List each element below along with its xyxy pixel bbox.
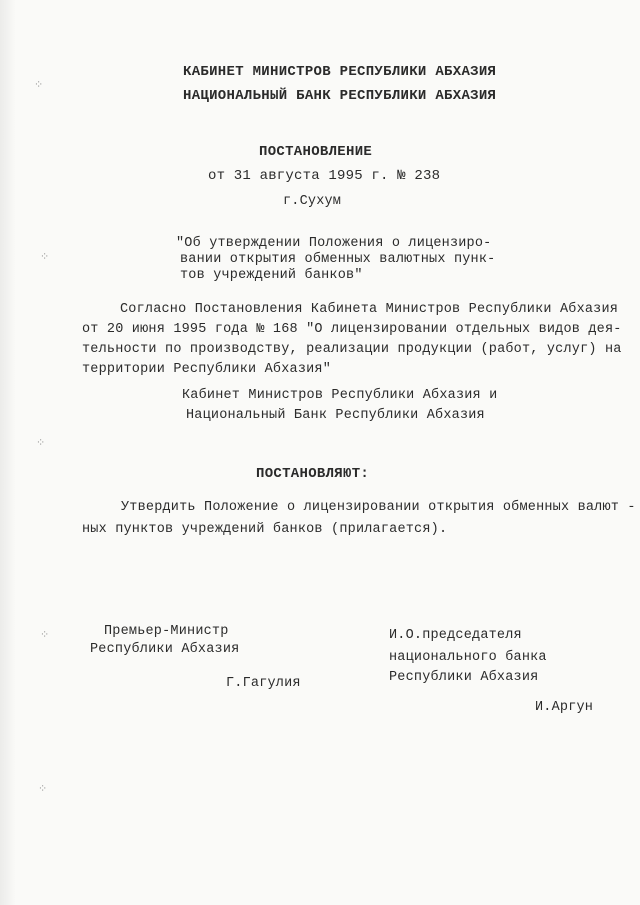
- signature-right-name: И.Аргун: [535, 700, 594, 715]
- page-edge-shadow: [0, 0, 16, 905]
- document-type: ПОСТАНОВЛЕНИЕ: [259, 144, 373, 160]
- header-bank: НАЦИОНАЛЬНЫЙ БАНК РЕСПУБЛИКИ АБХАЗИЯ: [183, 88, 497, 104]
- punch-mark-icon: ⁘: [36, 438, 46, 450]
- preamble-line: Кабинет Министров Республики Абхазия и: [182, 388, 498, 403]
- header-cabinet: КАБИНЕТ МИНИСТРОВ РЕСПУБЛИКИ АБХАЗИЯ: [183, 64, 497, 80]
- punch-mark-icon: ⁘: [40, 630, 50, 642]
- punch-mark-icon: ⁘: [38, 784, 48, 796]
- preamble-line: тельности по производству, реализации продукции (работ, услуг) на: [82, 342, 622, 357]
- preamble-line: Национальный Банк Республики Абхазия: [186, 408, 485, 423]
- preamble-line: Согласно Постановления Кабинета Министров Республики Абхазия: [120, 302, 619, 317]
- subject-line: "Об утверждении Положения о лицензиро-: [176, 236, 492, 251]
- resolve-line: Утвердить Положение о лицензировании открытия обменных валют -: [121, 500, 636, 515]
- signature-left-title: Премьер-Министр: [104, 624, 229, 639]
- resolve-line: ных пунктов учреждений банков (прилагается).: [82, 522, 448, 537]
- subject-line: тов учреждений банков": [180, 268, 363, 283]
- signature-left-name: Г.Гагулия: [226, 676, 301, 691]
- preamble-line: территории Республики Абхазия": [82, 362, 332, 377]
- subject-line: вании открытия обменных валютных пунк-: [180, 252, 496, 267]
- document-city: г.Сухум: [283, 194, 342, 209]
- signature-right-title: Республики Абхазия: [389, 670, 539, 685]
- punch-mark-icon: ⁘: [40, 252, 50, 264]
- signature-right-title: национального банка: [389, 650, 547, 665]
- document-date-number: от 31 августа 1995 г. № 238: [208, 168, 441, 184]
- resolve-heading: ПОСТАНОВЛЯЮТ:: [256, 466, 370, 482]
- punch-mark-icon: ⁘: [34, 80, 44, 92]
- preamble-line: от 20 июня 1995 года № 168 "О лицензировании отдельных видов дея-: [82, 322, 622, 337]
- signature-left-title: Республики Абхазия: [90, 642, 240, 657]
- signature-right-title: И.О.председателя: [389, 628, 522, 643]
